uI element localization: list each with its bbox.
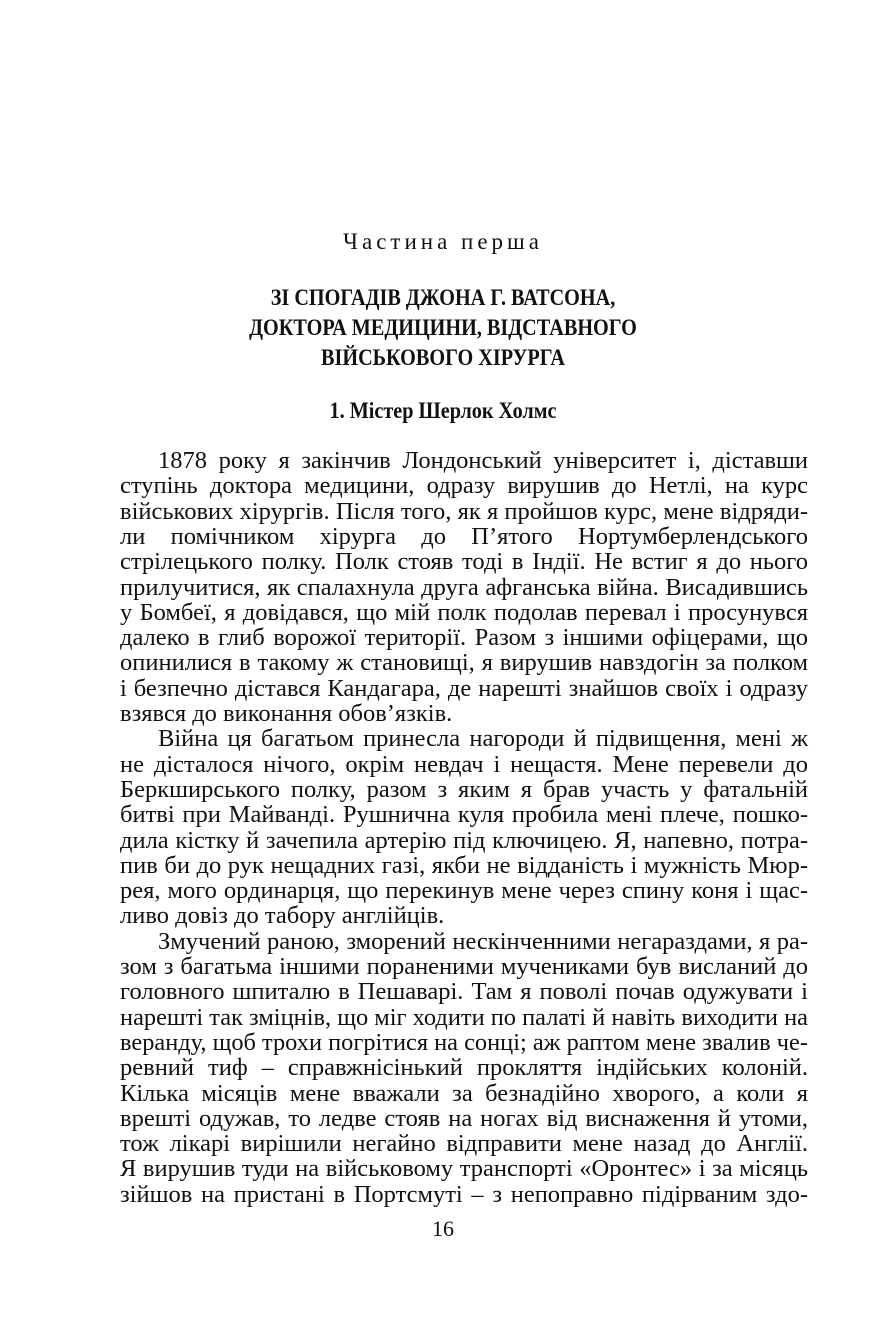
- text-line: дила кістку й зачепила артерію під ключицею. Я, напевно, потра-: [120, 826, 808, 854]
- chapter-title: 1. Містер Шерлок Холмс: [329, 398, 557, 424]
- text-line: ступінь доктора медицини, одразу вирушив до Нетлі, на курс: [120, 472, 808, 500]
- text-line: битві при Майванді. Рушнична куля пробила мені плече, пошко-: [120, 801, 808, 829]
- text-line: головного шпиталю в Пешаварі. Там я поволі почав одужувати і: [120, 978, 808, 1006]
- text-line: прилучитися, як спалахнула друга афганська війна. Висадившись: [120, 573, 808, 601]
- text-line: взявся до виконання обов’язків.: [120, 700, 453, 727]
- text-line: ливо довіз до табору англійців.: [120, 902, 445, 930]
- text-line: опинилися в такому ж становищі, я вирушив навздогін за полком: [120, 649, 808, 677]
- text-line: далеко в глиб ворожої території. Разом з іншими офіцерами, що: [120, 624, 808, 652]
- text-line: Беркширського полку, разом з яким я брав участь у фатальній: [120, 775, 808, 803]
- text-line: Змучений раною, зморений нескінченними негараздами, я ра-: [158, 927, 808, 955]
- text-line: стрілецького полку. Полк стояв тоді в Індії. Не встиг я до нього: [120, 548, 808, 576]
- part-title-line: ВІЙСЬКОВОГО ХІРУРГА: [321, 345, 565, 371]
- text-line: зійшов на пристані в Портсмуті – з непоправно підірваним здо-: [120, 1180, 808, 1208]
- text-line: не дісталося нічого, окрім невдач і нещастя. Мене перевели до: [120, 750, 808, 778]
- part-label: Частина перша: [343, 229, 543, 254]
- text-line: Війна ця багатьом принесла нагороди й підвищення, мені ж: [158, 725, 808, 753]
- text-line: врешті одужав, то ледве стояв на ногах від виснаження й утоми,: [120, 1104, 808, 1132]
- text-line: у Бомбеї, я довідався, що мій полк подолав перевал і просунувся: [120, 598, 808, 626]
- text-line: веранду, щоб трохи погрітися на сонці; аж раптом мене звалив че-: [120, 1028, 808, 1056]
- text-line: Кілька місяців мене вважали за безнадійно хворого, а коли я: [120, 1079, 808, 1107]
- part-title-line: ЗІ СПОГАДІВ ДЖОНА Г. ВАТСОНА,: [270, 285, 616, 311]
- text-line: нарешті так зміцнів, що міг ходити по палаті й навіть виходити на: [120, 1003, 808, 1031]
- part-title-line: ДОКТОРА МЕДИЦИНИ, ВІДСТАВНОГО: [249, 315, 637, 341]
- text-line: 1878 року я закінчив Лондонський університет і, діставши: [158, 447, 808, 474]
- text-line: тож лікарі вирішили негайно відправити мене назад до Англії.: [120, 1130, 808, 1158]
- text-line: ли помічником хірурга до П’ятого Нортумберлендського: [120, 522, 808, 550]
- text-line: рея, мого ординарця, що перекинув мене через спину коня і щас-: [120, 877, 808, 905]
- part-title: [62, 283, 824, 373]
- text-line: зом з багатьма іншими пораненими мучениками був висланий до: [120, 953, 808, 980]
- text-line: пив би до рук нещадних газі, якби не відданість і мужність Мюр-: [120, 851, 808, 879]
- text-line: ревний тиф – справжнісінький прокляття індійських колоній.: [120, 1054, 808, 1082]
- text-line: Я вирушив туди на військовому транспорті «Оронтес» і за місяць: [120, 1155, 808, 1183]
- page-number: 16: [432, 1216, 454, 1241]
- text-line: і безпечно дістався Кандагара, де нарешті знайшов своїх і одразу: [120, 674, 808, 702]
- text-line: військових хірургів. Після того, як я пройшов курс, мене відряди-: [120, 497, 808, 525]
